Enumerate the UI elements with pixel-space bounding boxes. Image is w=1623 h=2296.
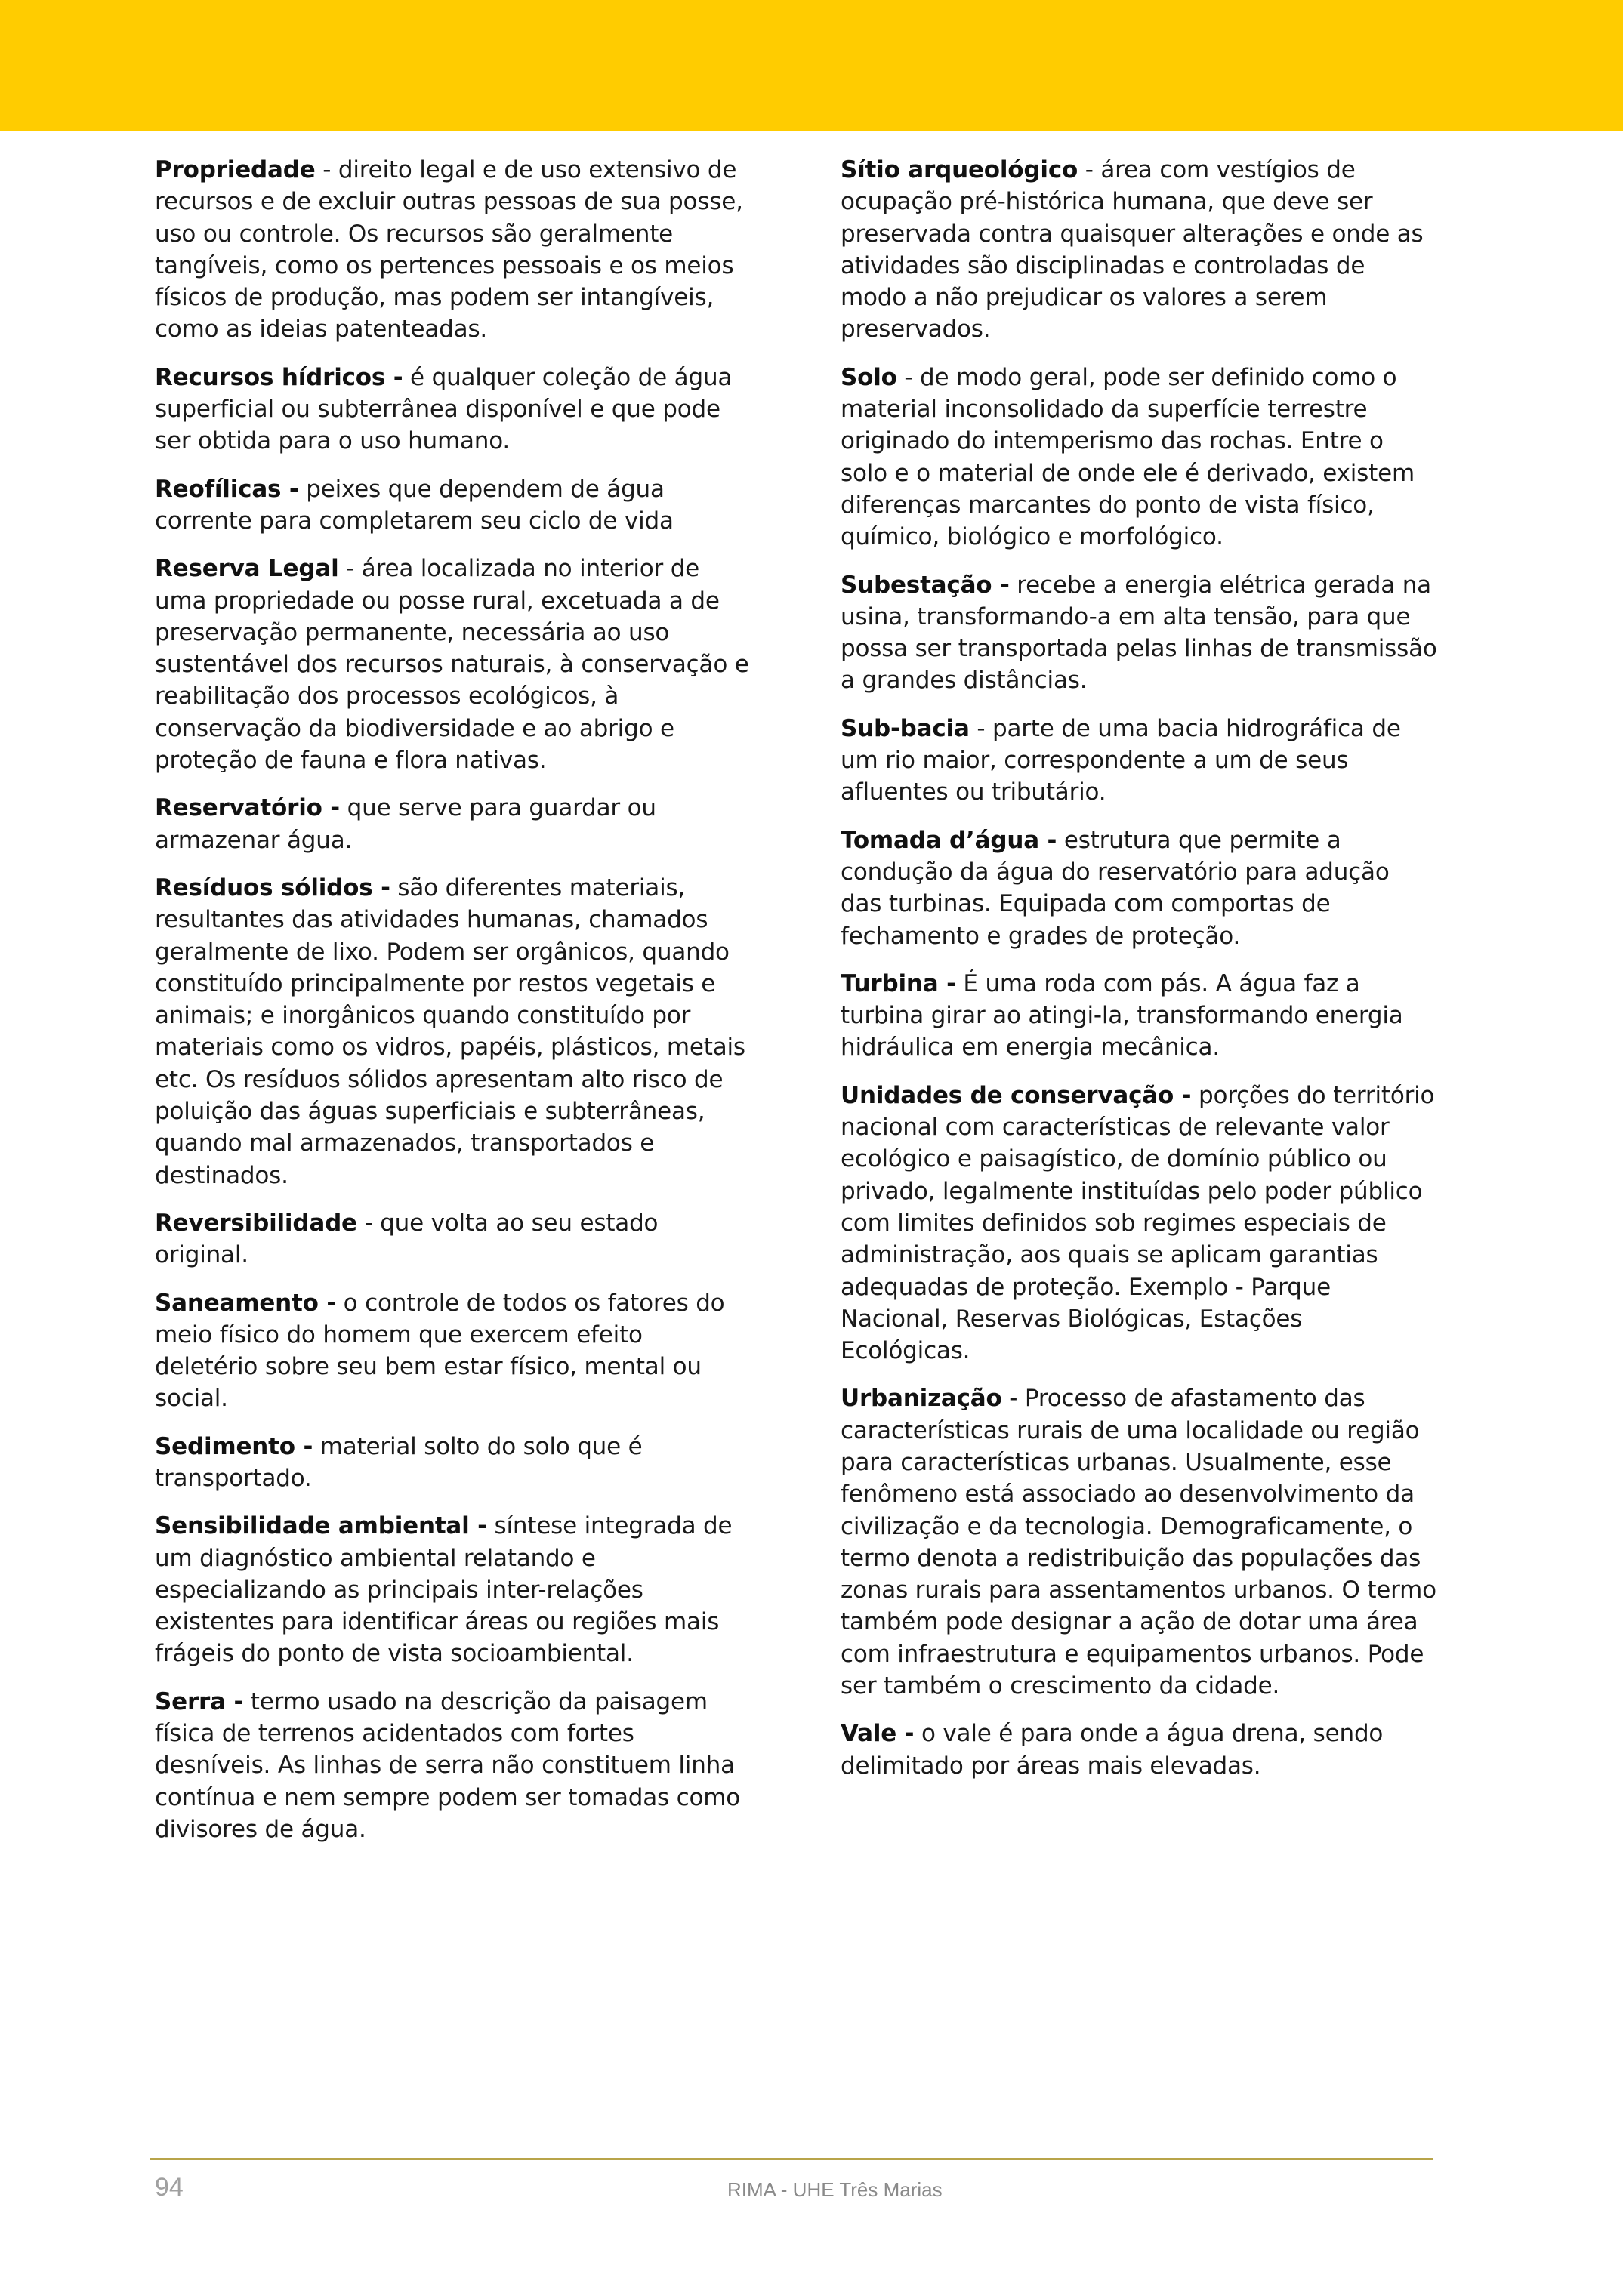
glossary-term: Sensibilidade ambiental - <box>155 1512 487 1540</box>
glossary-term: Reserva Legal <box>155 555 339 583</box>
glossary-term: Turbina - <box>841 969 956 997</box>
glossary-definition: - de modo geral, pode ser definido como o material inconsolidado da superfície terrestre originado do intemperismo das rochas. Entre o solo e o material de onde ele é derivado, existem diferenças marcantes do ponto de vista físico, químico, biológico e morfológico. <box>841 363 1415 551</box>
glossary-term: Resíduos sólidos - <box>155 874 390 901</box>
glossary-entry <box>841 1718 1437 1782</box>
glossary-entry <box>155 1287 751 1415</box>
glossary-definition: material solto do solo que é transportado. <box>155 1432 643 1492</box>
glossary-term: Tomada d’água - <box>841 826 1057 854</box>
glossary-term: Sub-bacia <box>841 714 970 742</box>
glossary-term: Reversibilidade <box>155 1209 357 1237</box>
glossary-definition: - parte de uma bacia hidrográfica de um rio maior, correspondente a um de seus afluentes ou tributário. <box>841 714 1401 806</box>
glossary-entry <box>155 362 751 458</box>
glossary-term: Reofílicas - <box>155 475 299 503</box>
glossary-definition: - que volta ao seu estado original. <box>155 1209 659 1269</box>
glossary-entry <box>155 1207 751 1271</box>
glossary-entry <box>841 1382 1437 1702</box>
glossary-term: Subestação - <box>841 571 1010 599</box>
glossary-entry <box>155 154 751 346</box>
glossary-definition: - área com vestígios de ocupação pré-histórica humana, que deve ser preservada contra quaisquer alterações e onde as atividades são disciplinadas e controladas de modo a não prejudicar os valores a serem preservados. <box>841 156 1424 344</box>
glossary-column-left <box>155 154 751 1861</box>
footer-divider <box>150 2158 1433 2160</box>
glossary-term: Propriedade <box>155 156 316 183</box>
glossary-definition: síntese integrada de um diagnóstico ambiental relatando e especializando as principais inter-relações existentes para identificar áreas ou regiões mais frágeis do ponto de vista socioambiental. <box>155 1512 733 1668</box>
header-band <box>0 0 1623 131</box>
glossary-term: Urbanização <box>841 1385 1002 1413</box>
glossary-entry <box>841 154 1437 346</box>
glossary-entry <box>841 824 1437 952</box>
glossary-entry <box>841 713 1437 809</box>
glossary-definition: estrutura que permite a condução da água do reservatório para adução das turbinas. Equipada com comportas de fechamento e grades de proteção. <box>841 826 1390 950</box>
glossary-term: Solo <box>841 363 897 391</box>
glossary-definition: o controle de todos os fatores do meio físico do homem que exercem efeito deletério sobre seu bem estar físico, mental ou social. <box>155 1289 725 1413</box>
glossary-term: Recursos hídricos - <box>155 363 403 391</box>
page-number: 94 <box>155 2173 184 2202</box>
glossary-definition: - área localizada no interior de uma propriedade ou posse rural, excetuada a de preservação permanente, necessária ao uso sustentável dos recursos naturais, à conservação e reabilitação dos processos ecológicos, à conservação da biodiversidade e ao abrigo e proteção de fauna e flora nativas. <box>155 555 749 775</box>
glossary-entry <box>155 1686 751 1845</box>
glossary-entry <box>841 362 1437 553</box>
glossary-definition: - direito legal e de uso extensivo de recursos e de excluir outras pessoas de sua posse, uso ou controle. Os recursos são geralmente tangíveis, como os pertences pessoais e os meios físicos de produção, mas podem ser intangíveis, como as ideias patenteadas. <box>155 156 743 344</box>
glossary-term: Saneamento - <box>155 1289 337 1317</box>
glossary-term: Vale - <box>841 1720 915 1748</box>
glossary-definition: peixes que dependem de água corrente para completarem seu ciclo de vida <box>155 475 674 535</box>
glossary-definition: o vale é para onde a água drena, sendo delimitado por áreas mais elevadas. <box>841 1720 1384 1780</box>
glossary-definition: são diferentes materiais, resultantes das atividades humanas, chamados geralmente de lixo. Podem ser orgânicos, quando constituído principalmente por restos vegetais e animais; e inorgânicos quando constituído por materiais como os vidros, papéis, plásticos, metais etc. Os resíduos sólidos apresentam alto risco de poluição das águas superficiais e subterrâneas, quando mal armazenados, transportados e destinados. <box>155 874 745 1189</box>
glossary-term: Unidades de conservação - <box>841 1081 1192 1109</box>
glossary-entry <box>155 792 751 856</box>
glossary-entry <box>155 1431 751 1495</box>
glossary-term: Serra - <box>155 1687 244 1715</box>
glossary-entry <box>155 473 751 538</box>
glossary-definition: - Processo de afastamento das características rurais de uma localidade ou região para características urbanas. Usualmente, esse fenômeno está associado ao desenvolvimento da civilização e da tecnologia. Demograficamente, o termo denota a redistribuição das populações das zonas rurais para assentamentos urbanos. O termo também pode designar a ação de dotar uma área com infraestrutura e equipamentos urbanos. Pode ser também o crescimento da cidade. <box>841 1385 1436 1700</box>
glossary-definition: termo usado na descrição da paisagem física de terrenos acidentados com fortes desníveis. As linhas de serra não constituem linha contínua e nem sempre podem ser tomadas como divisores de água. <box>155 1687 740 1843</box>
glossary-definition: que serve para guardar ou armazenar água. <box>155 794 656 854</box>
glossary-definition: porções do território nacional com características de relevante valor ecológico e paisagístico, de domínio público ou privado, legalmente instituídas pelo poder público com limites definidos sob regimes especiais de administração, aos quais se aplicam garantias adequadas de proteção. Exemplo - Parque Nacional, Reservas Biológicas, Estações Ecológicas. <box>841 1081 1435 1365</box>
glossary-definition: é qualquer coleção de água superficial ou subterrânea disponível e que pode ser obtida para o uso humano. <box>155 363 733 455</box>
glossary-entry <box>841 968 1437 1064</box>
glossary-term: Sítio arqueológico <box>841 156 1078 183</box>
glossary-definition: recebe a energia elétrica gerada na usina, transformando-a em alta tensão, para que possa ser transportada pelas linhas de transmissão a grandes distâncias. <box>841 571 1437 695</box>
glossary-term: Reservatório - <box>155 794 340 822</box>
glossary-entry <box>841 1080 1437 1367</box>
footer-document-title: RIMA - UHE Três Marias <box>727 2178 943 2201</box>
glossary-entry <box>841 569 1437 697</box>
glossary-entry <box>155 872 751 1191</box>
glossary-definition: É uma roda com pás. A água faz a turbina girar ao atingi-la, transformando energia hidráulica em energia mecânica. <box>841 969 1403 1062</box>
glossary-entry <box>155 1510 751 1669</box>
glossary-term: Sedimento - <box>155 1432 313 1460</box>
glossary-entry <box>155 553 751 776</box>
glossary-column-right <box>841 154 1437 1798</box>
